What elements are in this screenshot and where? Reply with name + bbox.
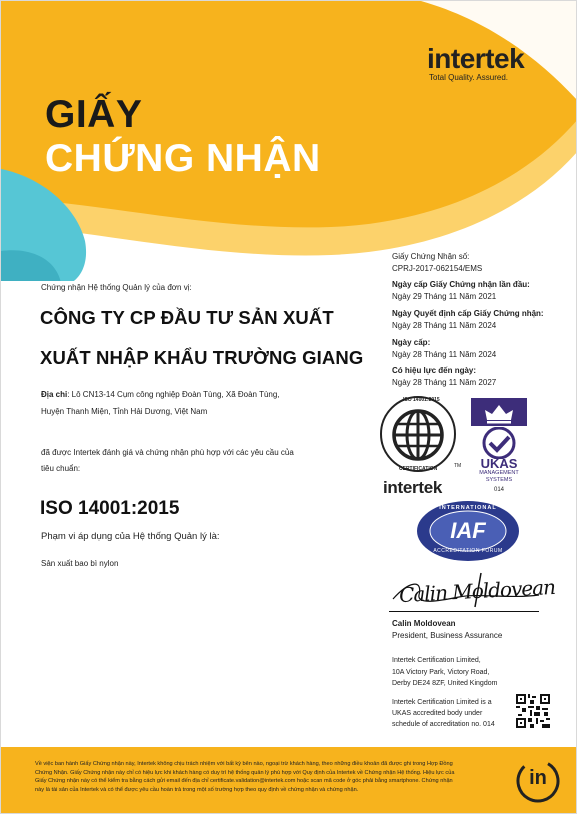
signature-image: Calin Moldovean <box>398 574 556 608</box>
first-issue-label: Ngày cấp Giấy Chứng nhận lần đầu: <box>392 280 530 289</box>
footer-disclaimer <box>35 760 505 794</box>
assessment-line-2: tiêu chuẩn: <box>41 464 81 473</box>
trademark-mark: TM <box>454 463 462 469</box>
issue-value: Ngày 28 Tháng 11 Năm 2024 <box>392 350 497 359</box>
certified-label: Chứng nhận Hệ thống Quản lý của đơn vị: <box>41 283 192 292</box>
company-name-line-1: CÔNG TY CP ĐẦU TƯ SẢN XUẤT <box>40 307 334 328</box>
company-name-line-2: XUẤT NHẬP KHẨU TRƯỜNG GIANG <box>40 347 364 368</box>
scope-label: Phạm vi áp dụng của Hệ thống Quản lý là: <box>41 531 220 542</box>
cert-number-value: CPRJ-2017-062154/EMS <box>392 264 483 273</box>
title-line-1: GIẤY <box>45 93 143 136</box>
footer-logo-text: in <box>529 767 547 789</box>
cert-number-label: Giấy Chứng Nhận số: <box>392 252 470 261</box>
decision-value: Ngày 28 Tháng 11 Năm 2024 <box>392 321 497 330</box>
iaf-text: IAF <box>450 518 486 543</box>
iso-ring-text: ISO 14001:2015 <box>403 397 440 403</box>
signatory-title: President, Business Assurance <box>392 631 503 640</box>
ukas-crown-icon <box>471 398 527 426</box>
footer-line-2: Chứng Nhận. Giấy Chứng nhận này chỉ có hiệu lực khi khách hàng có duy trì hệ thống quản lý phù hợp với Quy định của Intertek về Chứng nhận Hệ thống. Hiệu lực của <box>35 769 455 776</box>
expiry-value: Ngày 28 Tháng 11 Năm 2027 <box>392 378 497 387</box>
title-line-2: CHỨNG NHẬN <box>45 137 321 180</box>
accreditation-line-3: schedule of accreditation no. 014 <box>392 721 495 728</box>
footer-line-1: Về việc ban hành Giấy Chứng nhận này, Intertek không chịu trách nhiệm với bất kỳ bên nào, ngoại trừ khách hàng, theo những điều khoản đã được ghi trong Hợp Đồng <box>35 761 453 767</box>
address-line-2: Huyện Thanh Miện, Tỉnh Hải Dương, Việt Nam <box>41 407 208 416</box>
iaf-bottom-text: ACCREDITATION FORUM <box>433 548 503 554</box>
address-line-1 <box>41 389 280 401</box>
issuer-name: Intertek Certification Limited, <box>392 657 481 664</box>
expiry-label: Có hiệu lực đến ngày: <box>392 366 477 375</box>
scope-value: Sản xuất bao bì nylon <box>41 559 119 568</box>
ukas-text: UKAS <box>480 456 518 471</box>
iso-certification-globe-icon <box>379 395 457 473</box>
verification-qr-code[interactable] <box>516 694 550 728</box>
issuer-address-1: 10A Victory Park, Victory Road, <box>392 669 490 676</box>
ukas-tick-icon <box>477 427 521 459</box>
issue-label: Ngày cấp: <box>392 338 431 347</box>
signatory-name: Calin Moldovean <box>392 619 456 628</box>
first-issue-value: Ngày 29 Tháng 11 Năm 2021 <box>392 292 497 301</box>
decision-label: Ngày Quyết định cấp Giấy Chứng nhận: <box>392 309 544 318</box>
address-value-1: : Lô CN13-14 Cụm công nghiệp Đoàn Tùng, Xã Đoàn Tùng, <box>67 390 280 399</box>
standard-title: ISO 14001:2015 <box>40 498 180 519</box>
footer-line-3: Giấy Chứng nhận này có thể kiểm tra bằng cách gửi email đến địa chỉ certificate.validation@intertek.com hoặc scan mã code ở góc phải bằng smartphone. Chứng nhận <box>35 778 453 784</box>
footer-line-4: này là tài sản của Intertek và có thể được yêu cầu hoàn trả trong một số trường hợp theo quy định về chứng nhận và chứng nhận. <box>35 786 359 793</box>
iso-cert-text: CERTIFICATION <box>399 466 438 472</box>
accreditation-line-1: Intertek Certification Limited is a <box>392 699 492 706</box>
ukas-management-text: MANAGEMENT <box>479 470 519 476</box>
iaf-top-text: INTERNATIONAL <box>439 505 497 511</box>
ukas-number: 014 <box>493 487 504 493</box>
signature-line <box>389 611 539 612</box>
accreditation-line-2: UKAS accredited body under <box>392 710 483 717</box>
signature-flourish <box>389 571 549 611</box>
intertek-badge-logo: intertek <box>383 478 443 497</box>
brand-tagline: Total Quality. Assured. <box>429 73 508 82</box>
issuer-address-2: Derby DE24 8ZF, United Kingdom <box>392 680 498 687</box>
address-label: Địa chỉ <box>41 390 68 399</box>
assessment-line-1: đã được Intertek đánh giá và chứng nhận phù hợp với các yêu cầu của <box>41 448 294 457</box>
ukas-systems-text: SYSTEMS <box>485 477 513 483</box>
intertek-logo: intertek <box>427 43 525 74</box>
